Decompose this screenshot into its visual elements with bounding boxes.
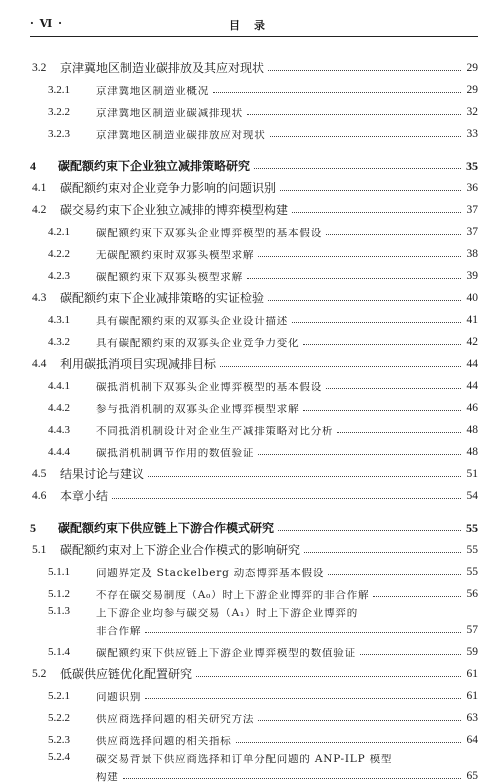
dot-leader [303, 410, 461, 411]
entry-page-number: 54 [466, 489, 478, 502]
toc-section-entry[interactable] [30, 172, 478, 194]
entry-number: 4.6 [32, 489, 47, 502]
toc-subsection-entry[interactable] [30, 326, 478, 348]
entry-title: 问题识别 [96, 691, 142, 702]
toc-section-entry[interactable] [30, 282, 478, 304]
entry-title-line [96, 600, 478, 618]
entry-title: 不同抵消机制设计对企业生产减排策略对比分析 [96, 425, 334, 436]
toc-subsection-entry[interactable] [30, 96, 478, 118]
entry-number: 4.4.3 [48, 424, 70, 436]
entry-page-number: 36 [466, 181, 478, 194]
toc-subsection-entry[interactable] [30, 724, 478, 746]
entry-title-continued: 构建 [96, 771, 119, 782]
entry-title: 碳配额约束下双寡头模型求解 [96, 271, 243, 282]
entry-title: 京津冀地区制造业碳排放及其应对现状 [60, 62, 265, 74]
header-title: 目录 [229, 19, 279, 32]
dot-leader [373, 596, 461, 597]
entry-page-number: 61 [466, 689, 478, 702]
toc-subsection-entry[interactable] [30, 702, 478, 724]
toc-subsection-entry[interactable] [30, 118, 478, 140]
toc-subsection-entry[interactable] [30, 436, 478, 458]
dot-leader [148, 476, 461, 477]
dot-leader [213, 92, 461, 93]
toc-subsection-entry[interactable] [30, 680, 478, 702]
entry-number: 5.1.1 [48, 566, 70, 578]
dot-leader [258, 256, 461, 257]
page-number-roman: · Ⅵ · [30, 17, 63, 30]
dot-leader [270, 136, 462, 137]
entry-title: 上下游企业均参与碳交易（A₁）时上下游企业博弈的 [96, 607, 358, 618]
entry-title: 无碳配额约束时双寡头模型求解 [96, 249, 255, 260]
toc-subsection-entry[interactable] [30, 304, 478, 326]
entry-page-number: 64 [466, 733, 478, 746]
entry-number: 4.3.2 [48, 336, 70, 348]
toc-subsection-entry[interactable] [30, 746, 478, 782]
entry-title-line [96, 618, 478, 636]
entry-number: 4.2 [32, 203, 47, 216]
entry-number: 3.2 [32, 61, 47, 74]
entry-title-continued: 非合作解 [96, 625, 142, 636]
entry-page-number: 59 [466, 645, 478, 658]
entry-title-line [96, 764, 478, 782]
entry-number: 5.2.2 [48, 712, 70, 724]
entry-number: 4.4.4 [48, 446, 70, 458]
entry-number: 4 [30, 159, 36, 173]
entry-number: 5.2.1 [48, 690, 70, 702]
entry-title: 参与抵消机制的双寡头企业博弈模型求解 [96, 403, 300, 414]
entry-title: 碳配额约束对上下游企业合作模式的影响研究 [60, 544, 301, 556]
entry-page-number: 41 [466, 313, 478, 326]
entry-number: 5.2 [32, 667, 47, 680]
entry-page-number: 57 [466, 623, 478, 636]
chapter-gap [30, 140, 478, 150]
toc-subsection-entry[interactable] [30, 392, 478, 414]
table-of-contents [30, 52, 478, 782]
entry-page-number: 61 [466, 667, 478, 680]
entry-title: 碳配额约束下供应链上下游合作模式研究 [58, 522, 275, 534]
entry-number: 5.1 [32, 543, 47, 556]
entry-number: 4.2.2 [48, 248, 70, 260]
dot-leader [337, 432, 461, 433]
entry-title: 不存在碳交易制度（A₀）时上下游企业博弈的非合作解 [96, 589, 370, 600]
entry-number: 5.1.3 [48, 605, 70, 617]
dot-leader [236, 742, 461, 743]
dot-leader [220, 366, 461, 367]
entry-title: 碳配额约束下企业独立减排策略研究 [58, 160, 251, 172]
chapter-gap [30, 502, 478, 512]
entry-page-number: 33 [466, 127, 478, 140]
toc-subsection-entry[interactable] [30, 216, 478, 238]
entry-title: 京津冀地区制造业碳减排现状 [96, 107, 243, 118]
entry-page-number: 55 [466, 543, 478, 556]
dot-leader [292, 212, 461, 213]
entry-title-line [96, 746, 478, 764]
dot-leader [258, 720, 461, 721]
toc-subsection-entry[interactable] [30, 370, 478, 392]
entry-page-number: 51 [466, 467, 478, 480]
entry-page-number: 35 [466, 159, 478, 173]
toc-section-entry[interactable] [30, 458, 478, 480]
toc-subsection-entry[interactable] [30, 238, 478, 260]
entry-title: 具有碳配额约束的双寡头企业竞争力变化 [96, 337, 300, 348]
dot-leader [268, 300, 461, 301]
dot-leader [145, 698, 461, 699]
dot-leader [278, 530, 461, 531]
dot-leader [326, 234, 461, 235]
entry-title: 供应商选择问题的相关指标 [96, 735, 232, 746]
entry-page-number: 65 [466, 769, 478, 782]
entry-page-number: 48 [466, 423, 478, 436]
entry-page-number: 39 [466, 269, 478, 282]
entry-page-number: 55 [466, 565, 478, 578]
toc-subsection-entry[interactable] [30, 74, 478, 96]
toc-section-entry[interactable] [30, 52, 478, 74]
entry-number: 5 [30, 521, 36, 535]
entry-page-number: 56 [466, 587, 478, 600]
entry-title: 碳交易约束下企业独立减排的博弈模型构建 [60, 204, 289, 216]
entry-title: 具有碳配额约束的双寡头企业设计描述 [96, 315, 289, 326]
dot-leader [247, 114, 461, 115]
dot-leader [196, 676, 461, 677]
entry-number: 5.1.2 [48, 588, 70, 600]
entry-title: 碳抵消机制调节作用的数值验证 [96, 447, 255, 458]
entry-title: 碳配额约束下供应链上下游企业博弈模型的数值验证 [96, 647, 356, 658]
dot-leader [123, 778, 461, 779]
toc-section-entry[interactable] [30, 658, 478, 680]
toc-subsection-entry[interactable] [30, 414, 478, 436]
entry-number: 5.1.4 [48, 646, 70, 658]
dot-leader [112, 498, 461, 499]
entry-number: 4.4.1 [48, 380, 70, 392]
entry-page-number: 42 [466, 335, 478, 348]
toc-subsection-entry[interactable] [30, 260, 478, 282]
entry-number: 3.2.3 [48, 128, 70, 140]
entry-page-number: 46 [466, 401, 478, 414]
entry-number: 4.1 [32, 181, 47, 194]
dot-leader [280, 190, 461, 191]
toc-subsection-entry[interactable] [30, 578, 478, 600]
toc-section-entry[interactable] [30, 348, 478, 370]
dot-leader [292, 322, 461, 323]
toc-section-entry[interactable] [30, 534, 478, 556]
entry-title: 碳配额约束对企业竞争力影响的问题识别 [60, 182, 277, 194]
entry-page-number: 29 [466, 61, 478, 74]
toc-subsection-entry[interactable] [30, 600, 478, 636]
entry-title: 碳交易背景下供应商选择和订单分配问题的 ANP-ILP 模型 [96, 753, 393, 764]
entry-number: 4.2.1 [48, 226, 70, 238]
toc-subsection-entry[interactable] [30, 636, 478, 658]
dot-leader [303, 344, 461, 345]
entry-title: 利用碳抵消项目实现减排目标 [60, 358, 217, 370]
toc-section-entry[interactable] [30, 480, 478, 502]
toc-chapter-entry[interactable] [30, 150, 478, 172]
entry-title: 碳配额约束下企业减排策略的实证检验 [60, 292, 265, 304]
entry-number: 3.2.2 [48, 106, 70, 118]
entry-number: 4.4.2 [48, 402, 70, 414]
entry-number: 3.2.1 [48, 84, 70, 96]
entry-page-number: 40 [466, 291, 478, 304]
entry-page-number: 38 [466, 247, 478, 260]
entry-number: 4.4 [32, 357, 47, 370]
entry-title: 结果讨论与建议 [60, 468, 145, 480]
entry-number: 4.2.3 [48, 270, 70, 282]
running-header [30, 16, 478, 37]
entry-title: 本章小结 [60, 490, 109, 502]
entry-title-block [96, 600, 478, 636]
entry-title-block [96, 746, 478, 782]
dot-leader [258, 454, 461, 455]
dot-leader [360, 654, 461, 655]
dot-leader [304, 552, 461, 553]
toc-subsection-entry[interactable] [30, 556, 478, 578]
dot-leader [145, 632, 461, 633]
entry-title: 供应商选择问题的相关研究方法 [96, 713, 255, 724]
entry-number: 4.5 [32, 467, 47, 480]
entry-page-number: 37 [466, 203, 478, 216]
toc-section-entry[interactable] [30, 194, 478, 216]
dot-leader [254, 168, 461, 169]
entry-title: 碳配额约束下双寡头企业博弈模型的基本假设 [96, 227, 322, 238]
entry-page-number: 37 [466, 225, 478, 238]
entry-page-number: 29 [466, 83, 478, 96]
dot-leader [268, 70, 461, 71]
entry-title: 京津冀地区制造业概况 [96, 85, 209, 96]
entry-title: 问题界定及 Stackelberg 动态博弈基本假设 [96, 567, 325, 578]
entry-number: 5.2.4 [48, 751, 70, 763]
dot-leader [247, 278, 461, 279]
entry-page-number: 44 [466, 357, 478, 370]
entry-page-number: 32 [466, 105, 478, 118]
entry-page-number: 55 [466, 521, 478, 535]
entry-title: 碳抵消机制下双寡头企业博弈模型的基本假设 [96, 381, 322, 392]
entry-number: 5.2.3 [48, 734, 70, 746]
dot-leader [328, 574, 461, 575]
entry-number: 4.3.1 [48, 314, 70, 326]
entry-number: 4.3 [32, 291, 47, 304]
entry-page-number: 44 [466, 379, 478, 392]
entry-title: 低碳供应链优化配置研究 [60, 668, 193, 680]
entry-page-number: 48 [466, 445, 478, 458]
entry-title: 京津冀地区制造业碳排放应对现状 [96, 129, 266, 140]
entry-page-number: 63 [466, 711, 478, 724]
dot-leader [326, 388, 461, 389]
toc-chapter-entry[interactable] [30, 512, 478, 534]
